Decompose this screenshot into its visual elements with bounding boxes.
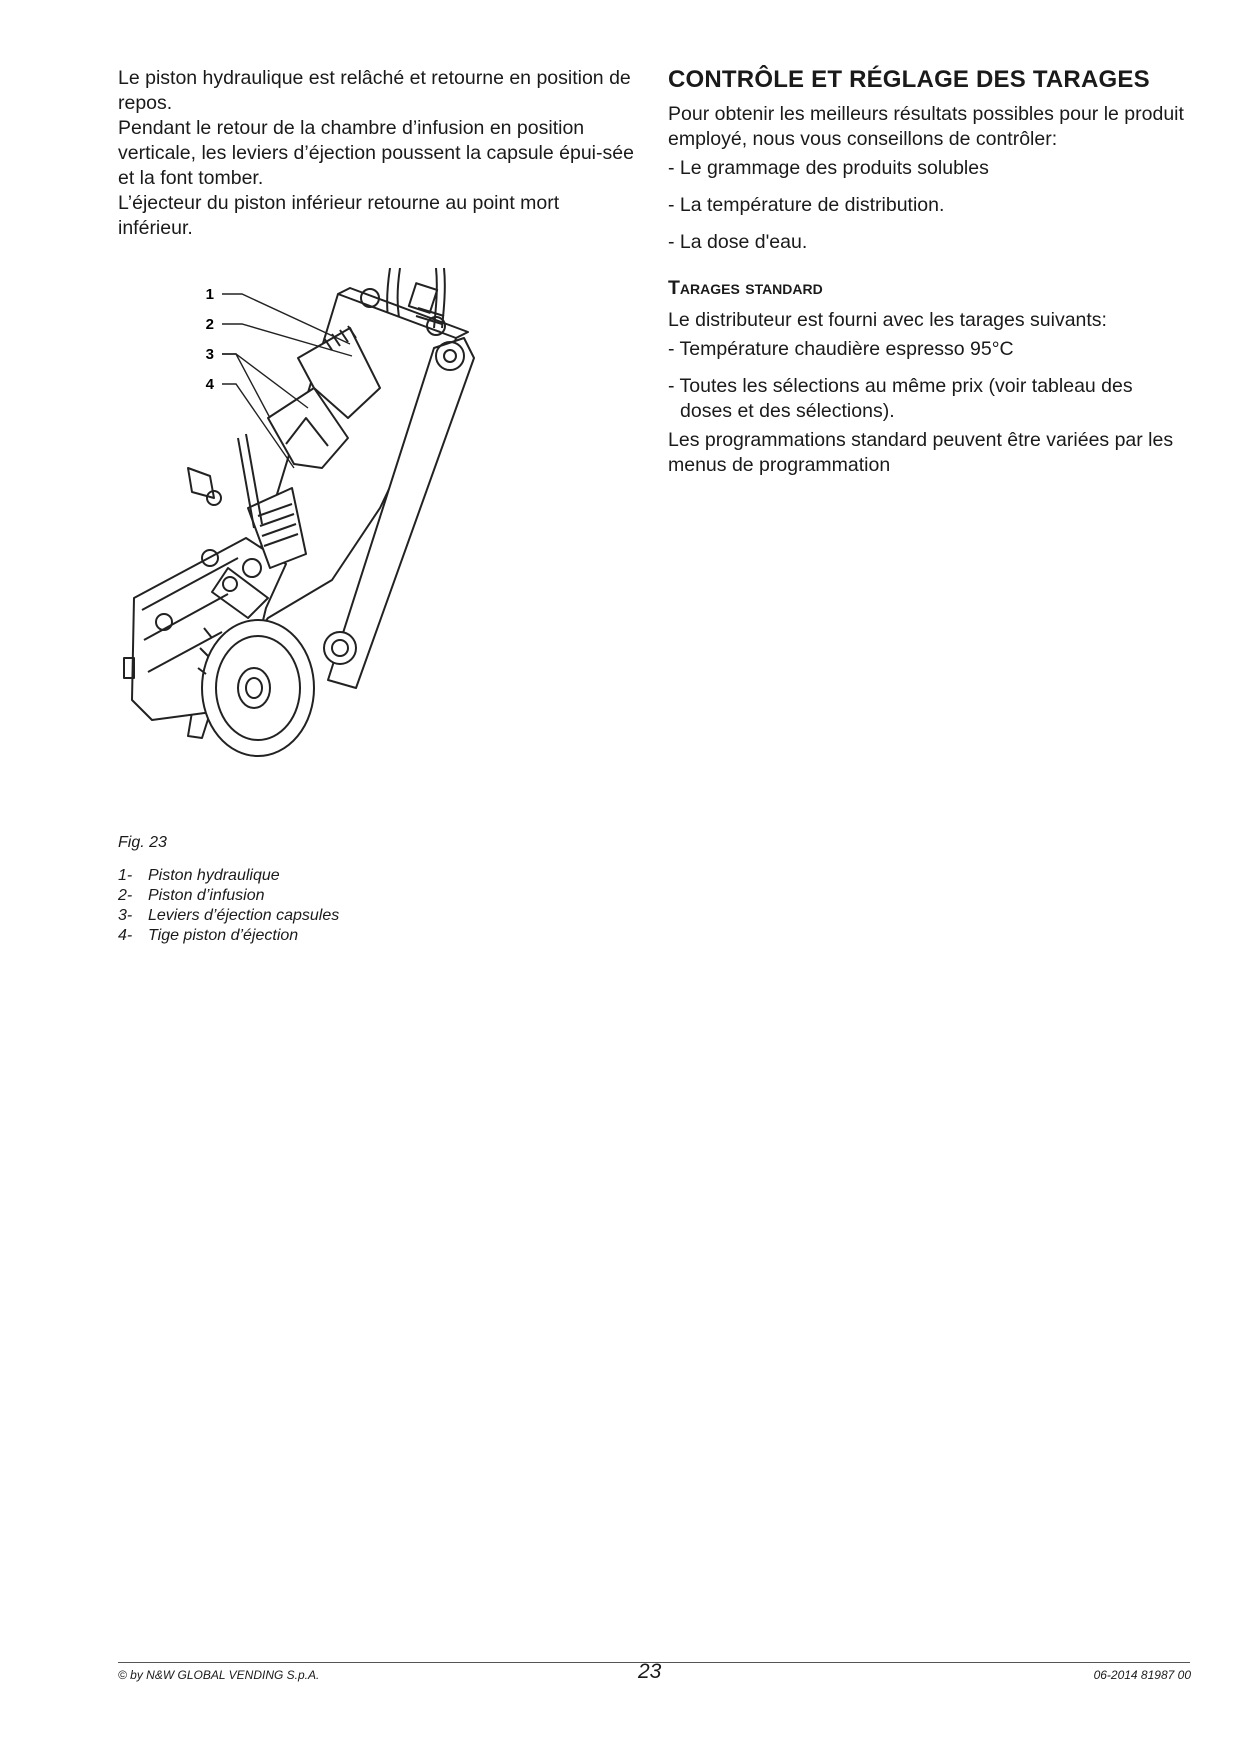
legend-item bbox=[118, 886, 339, 906]
legend-label: Leviers d’éjection capsules bbox=[148, 907, 340, 924]
paragraph-ejector-return: L’éjecteur du piston inférieur retourne au point mort inférieur. bbox=[118, 192, 560, 239]
callout-3: 3 bbox=[205, 346, 214, 363]
section-heading: CONTRÔLE ET RÉGLAGE DES TARAGES bbox=[668, 66, 1150, 93]
figure-legend bbox=[118, 866, 339, 946]
paragraph-chamber-return: Pendant le retour de la chambre d’infusion en position verticale, les leviers d’éjection poussent la capsule épui-sée et la font tomber. bbox=[118, 117, 634, 189]
infusion-unit-figure bbox=[118, 268, 588, 818]
legend-item bbox=[118, 866, 339, 886]
sub-heading: Tarages standard bbox=[668, 277, 823, 299]
callout-4: 4 bbox=[205, 376, 214, 393]
list-item: - La température de distribution. bbox=[668, 194, 945, 216]
legend-number: 2- bbox=[118, 887, 133, 904]
left-column bbox=[118, 66, 638, 241]
infusion-unit-drawing bbox=[118, 268, 588, 818]
callout-2: 2 bbox=[205, 316, 214, 333]
list-item: - La dose d'eau. bbox=[668, 231, 808, 253]
standard-intro: Le distributeur est fourni avec les tarages suivants: bbox=[668, 309, 1107, 331]
legend-label: Tige piston d’éjection bbox=[148, 927, 299, 944]
closing-paragraph: Les programmations standard peuvent être variées par les menus de programmation bbox=[668, 429, 1174, 476]
legend-number: 4- bbox=[118, 927, 133, 944]
legend-label: Piston d’infusion bbox=[148, 887, 265, 904]
check-list bbox=[668, 156, 1188, 255]
legend-item bbox=[118, 926, 339, 946]
paragraph-piston-release: Le piston hydraulique est relâché et retourne en position de repos. bbox=[118, 67, 631, 114]
legend-number: 3- bbox=[118, 907, 133, 924]
list-item: - Le grammage des produits solubles bbox=[668, 157, 989, 179]
list-item: - Température chaudière espresso 95°C bbox=[668, 338, 1014, 360]
list-item: - Toutes les sélections au même prix (voir tableau des doses et des sélections). bbox=[668, 375, 1133, 422]
legend-label: Piston hydraulique bbox=[148, 867, 280, 884]
intro-paragraph: Pour obtenir les meilleurs résultats possibles pour le produit employé, nous vous conseillons de contrôler: bbox=[668, 103, 1184, 150]
page-number: 23 bbox=[638, 1660, 662, 1683]
legend-item bbox=[118, 906, 339, 926]
figure-caption: Fig. 23 bbox=[118, 834, 167, 851]
standard-list bbox=[668, 337, 1188, 424]
callout-1: 1 bbox=[205, 286, 214, 303]
footer-copyright: © by N&W GLOBAL VENDING S.p.A. bbox=[118, 1668, 320, 1682]
footer-doc-ref: 06-2014 81987 00 bbox=[1093, 1668, 1191, 1682]
legend-number: 1- bbox=[118, 867, 133, 884]
right-column bbox=[668, 66, 1188, 478]
